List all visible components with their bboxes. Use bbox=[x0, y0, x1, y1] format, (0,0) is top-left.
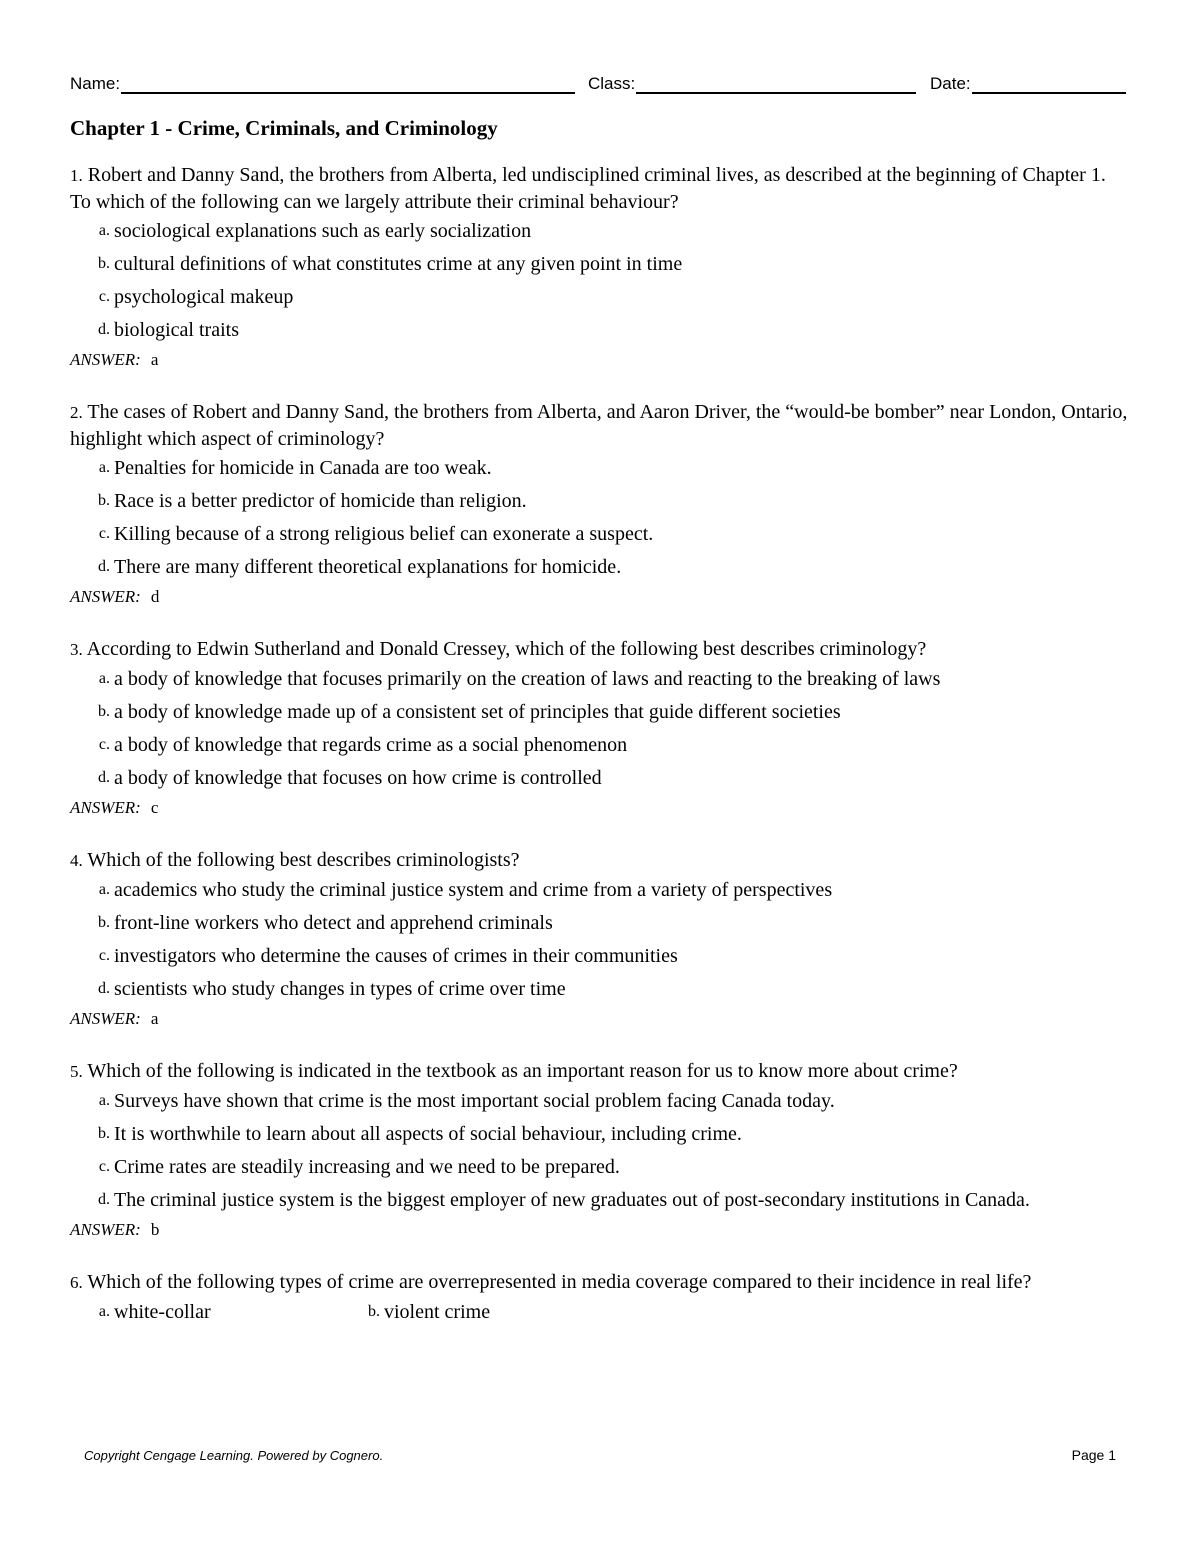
option-letter: b. bbox=[98, 492, 110, 509]
option-text: a body of knowledge that regards crime as a social phenomenon bbox=[114, 734, 628, 756]
question-number: 4. bbox=[70, 851, 83, 870]
option-list bbox=[70, 455, 1130, 580]
option-text: Race is a better predictor of homicide than religion. bbox=[114, 490, 527, 512]
question-text bbox=[70, 162, 1130, 215]
option-letter: c. bbox=[98, 288, 110, 305]
option-list bbox=[70, 877, 1130, 1002]
option-text: Surveys have shown that crime is the most important social problem facing Canada today. bbox=[114, 1090, 835, 1112]
option-d[interactable] bbox=[70, 976, 1130, 1002]
answer-label: ANSWER: bbox=[70, 798, 141, 817]
question-stem: Robert and Danny Sand, the brothers from Alberta, led undisciplined criminal lives, as described at the beginning of Chapter 1. To which of the following can we largely attribute their criminal behaviour? bbox=[70, 164, 1106, 213]
class-field[interactable] bbox=[588, 68, 916, 94]
option-text: There are many different theoretical explanations for homicide. bbox=[114, 556, 622, 578]
option-list bbox=[70, 666, 1130, 791]
option-c[interactable] bbox=[70, 732, 1130, 758]
answer-value: b bbox=[150, 1220, 160, 1239]
option-a[interactable] bbox=[70, 1088, 1130, 1114]
question-text bbox=[70, 1269, 1130, 1296]
question-number: 5. bbox=[70, 1062, 83, 1081]
option-text: scientists who study changes in types of crime over time bbox=[114, 978, 566, 1000]
date-label: Date: bbox=[930, 74, 971, 93]
option-text: academics who study the criminal justice system and crime from a variety of perspectives bbox=[114, 879, 833, 901]
option-a[interactable] bbox=[70, 1299, 340, 1325]
option-text: white-collar bbox=[114, 1301, 211, 1323]
option-text: Penalties for homicide in Canada are too weak. bbox=[114, 457, 492, 479]
option-list bbox=[70, 218, 1130, 343]
answer-value: a bbox=[150, 350, 159, 369]
option-text: Crime rates are steadily increasing and we need to be prepared. bbox=[114, 1156, 620, 1178]
answer-line bbox=[70, 796, 1130, 820]
option-letter: d. bbox=[98, 558, 110, 575]
option-letter: d. bbox=[98, 980, 110, 997]
option-b[interactable] bbox=[70, 699, 1130, 725]
option-text: a body of knowledge that focuses primarily on the creation of laws and reacting to the breaking of laws bbox=[114, 668, 941, 690]
option-letter: c. bbox=[98, 736, 110, 753]
question-4 bbox=[70, 847, 1130, 1031]
option-text: a body of knowledge made up of a consistent set of principles that guide different societies bbox=[114, 701, 841, 723]
date-line[interactable] bbox=[972, 72, 1126, 94]
question-6 bbox=[70, 1269, 1130, 1325]
option-text: violent crime bbox=[384, 1301, 491, 1323]
option-b[interactable] bbox=[70, 488, 1130, 514]
option-letter: a. bbox=[98, 1092, 110, 1109]
question-stem: Which of the following best describes criminologists? bbox=[87, 849, 520, 871]
question-stem: Which of the following is indicated in the textbook as an important reason for us to know more about crime? bbox=[87, 1060, 958, 1082]
option-c[interactable] bbox=[70, 521, 1130, 547]
option-b[interactable] bbox=[70, 1121, 1130, 1147]
option-c[interactable] bbox=[70, 284, 1130, 310]
option-letter: b. bbox=[98, 703, 110, 720]
option-letter: d. bbox=[98, 321, 110, 338]
option-text: cultural definitions of what constitutes crime at any given point in time bbox=[114, 253, 683, 275]
option-d[interactable] bbox=[70, 554, 1130, 580]
question-stem: Which of the following types of crime are overrepresented in media coverage compared to their incidence in real life? bbox=[87, 1271, 1032, 1293]
option-text: a body of knowledge that focuses on how crime is controlled bbox=[114, 767, 602, 789]
date-field[interactable] bbox=[930, 68, 1126, 94]
option-a[interactable] bbox=[70, 877, 1130, 903]
answer-label: ANSWER: bbox=[70, 1220, 141, 1239]
question-text bbox=[70, 636, 1130, 663]
option-letter: a. bbox=[98, 1303, 110, 1320]
question-5 bbox=[70, 1058, 1130, 1242]
page-number: Page 1 bbox=[1071, 1447, 1116, 1463]
option-list bbox=[70, 1299, 1130, 1325]
option-d[interactable] bbox=[70, 765, 1130, 791]
option-letter: b. bbox=[98, 255, 110, 272]
option-letter: d. bbox=[98, 769, 110, 786]
question-text bbox=[70, 399, 1130, 452]
option-a[interactable] bbox=[70, 455, 1130, 481]
name-field[interactable] bbox=[70, 68, 575, 94]
option-letter: a. bbox=[98, 459, 110, 476]
question-number: 2. bbox=[70, 403, 83, 422]
option-letter: b. bbox=[98, 914, 110, 931]
option-text: sociological explanations such as early socialization bbox=[114, 220, 532, 242]
answer-line bbox=[70, 1218, 1130, 1242]
option-text: front-line workers who detect and apprehend criminals bbox=[114, 912, 553, 934]
option-letter: a. bbox=[98, 222, 110, 239]
option-letter: a. bbox=[98, 881, 110, 898]
question-3 bbox=[70, 636, 1130, 820]
option-letter: d. bbox=[98, 1191, 110, 1208]
copyright-notice: Copyright Cengage Learning. Powered by Cognero. bbox=[84, 1448, 384, 1463]
option-text: investigators who determine the causes of crimes in their communities bbox=[114, 945, 678, 967]
question-text bbox=[70, 1058, 1130, 1085]
option-text: Killing because of a strong religious belief can exonerate a suspect. bbox=[114, 523, 654, 545]
answer-line bbox=[70, 348, 1130, 372]
option-c[interactable] bbox=[70, 943, 1130, 969]
option-text: It is worthwhile to learn about all aspects of social behaviour, including crime. bbox=[114, 1123, 742, 1145]
answer-line bbox=[70, 1007, 1130, 1031]
answer-value: a bbox=[150, 1009, 159, 1028]
question-list bbox=[70, 162, 1130, 1352]
option-d[interactable] bbox=[70, 1187, 1130, 1213]
question-number: 3. bbox=[70, 640, 83, 659]
question-number: 1. bbox=[70, 166, 83, 185]
option-b[interactable] bbox=[340, 1299, 550, 1325]
student-info-header bbox=[70, 68, 1130, 96]
question-text bbox=[70, 847, 1130, 874]
name-label: Name: bbox=[70, 74, 121, 93]
class-line[interactable] bbox=[636, 72, 916, 94]
option-letter: b. bbox=[98, 1125, 110, 1142]
answer-line bbox=[70, 585, 1130, 609]
option-a[interactable] bbox=[70, 666, 1130, 692]
option-letter: c. bbox=[98, 1158, 110, 1175]
answer-value: c bbox=[150, 798, 159, 817]
chapter-title: Chapter 1 - Crime, Criminals, and Criminology bbox=[70, 116, 498, 140]
question-stem: The cases of Robert and Danny Sand, the brothers from Alberta, and Aaron Driver, the “would-be bomber” near London, Ontario, highlight which aspect of criminology? bbox=[70, 401, 1128, 450]
name-line[interactable] bbox=[121, 72, 575, 94]
answer-value: d bbox=[150, 587, 160, 606]
answer-label: ANSWER: bbox=[70, 350, 141, 369]
option-letter: b. bbox=[368, 1303, 380, 1320]
question-2 bbox=[70, 399, 1130, 609]
option-letter: c. bbox=[98, 525, 110, 542]
option-letter: c. bbox=[98, 947, 110, 964]
class-label: Class: bbox=[588, 74, 636, 93]
question-1 bbox=[70, 162, 1130, 372]
option-text: The criminal justice system is the biggest employer of new graduates out of post-secondary institutions in Canada. bbox=[114, 1189, 1030, 1211]
question-stem: According to Edwin Sutherland and Donald Cressey, which of the following best describes criminology? bbox=[86, 638, 927, 660]
option-text: psychological makeup bbox=[114, 286, 294, 308]
answer-label: ANSWER: bbox=[70, 1009, 141, 1028]
answer-label: ANSWER: bbox=[70, 587, 141, 606]
option-b[interactable] bbox=[70, 251, 1130, 277]
option-d[interactable] bbox=[70, 317, 1130, 343]
option-b[interactable] bbox=[70, 910, 1130, 936]
option-c[interactable] bbox=[70, 1154, 1130, 1180]
worksheet-page bbox=[70, 0, 1130, 1553]
option-a[interactable] bbox=[70, 218, 1130, 244]
option-list bbox=[70, 1088, 1130, 1213]
question-number: 6. bbox=[70, 1273, 83, 1292]
option-letter: a. bbox=[98, 670, 110, 687]
option-text: biological traits bbox=[114, 319, 239, 341]
